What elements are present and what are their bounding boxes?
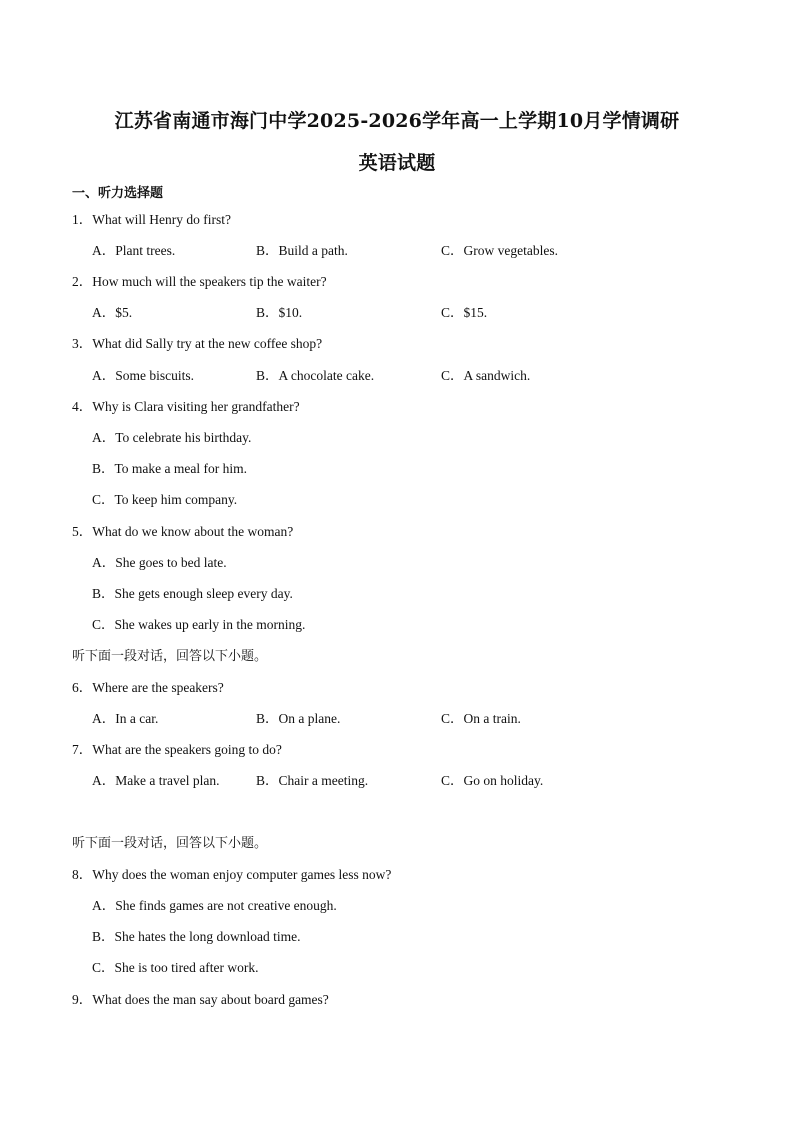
option-a: A．Some biscuits. (92, 368, 195, 383)
option-c: C．Go on holiday. (441, 773, 544, 788)
exam-title: 江苏省南通市海门中学2025-2026学年高一上学期10月学情调研 (114, 110, 680, 132)
option-b: B．$10. (256, 305, 303, 320)
option-b: B．Chair a meeting. (256, 773, 369, 788)
option-b: B．She hates the long download time. (92, 929, 301, 944)
dialog-instruction: 听下面一段对话，回答以下小题。 (72, 836, 268, 851)
option-c: C．On a train. (441, 711, 521, 726)
question-stem: 3．What did Sally try at the new coffee shop? (72, 336, 323, 351)
exam-subtitle: 英语试题 (358, 152, 436, 174)
option-a: A．In a car. (92, 711, 159, 726)
option-a: A．She finds games are not creative enough. (92, 898, 337, 913)
question-stem: 8．Why does the woman enjoy computer games less now? (72, 867, 392, 882)
option-a: A．Plant trees. (92, 243, 176, 258)
section-heading-listening: 一、听力选择题 (72, 186, 164, 201)
question-stem: 6．Where are the speakers? (72, 680, 224, 695)
option-c: C．She is too tired after work. (92, 960, 259, 975)
option-c: C．A sandwich. (441, 368, 531, 383)
question-stem: 4．Why is Clara visiting her grandfather? (72, 399, 300, 414)
question-stem: 1．What will Henry do first? (72, 212, 231, 227)
dialog-instruction: 听下面一段对话，回答以下小题。 (72, 649, 268, 664)
question-stem: 2．How much will the speakers tip the waiter? (72, 274, 327, 289)
option-b: B．She gets enough sleep every day. (92, 586, 293, 601)
option-a: A．She goes to bed late. (92, 555, 227, 570)
option-c: C．She wakes up early in the morning. (92, 617, 306, 632)
option-c: C．Grow vegetables. (441, 243, 558, 258)
option-a: A．To celebrate his birthday. (92, 430, 252, 445)
option-b: B．Build a path. (256, 243, 348, 258)
option-b: B．A chocolate cake. (256, 368, 375, 383)
question-stem: 5．What do we know about the woman? (72, 524, 294, 539)
option-c: C．$15. (441, 305, 488, 320)
option-b: B．To make a meal for him. (92, 461, 248, 476)
option-b: B．On a plane. (256, 711, 341, 726)
option-a: A．Make a travel plan. (92, 773, 220, 788)
question-stem: 7．What are the speakers going to do? (72, 742, 282, 757)
question-stem: 9．What does the man say about board games? (72, 992, 329, 1007)
option-c: C．To keep him company. (92, 492, 238, 507)
option-a: A．$5. (92, 305, 133, 320)
